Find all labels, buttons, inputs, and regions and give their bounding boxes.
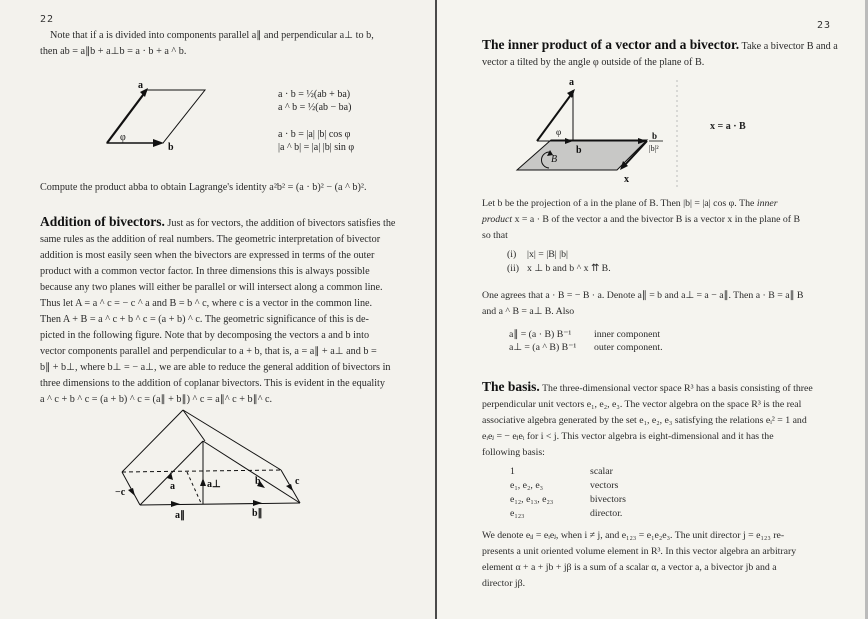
basis-elem: e₁, e₂, e₃ [510, 480, 544, 491]
condition-item [507, 248, 611, 262]
base-edge [140, 503, 300, 505]
para-text: We denote eᵢⱼ = eᵢeⱼ, when i ≠ j, and e₁₂₃ = e₁e₂e₃. The unit director j = e₁₂₃ re- [482, 530, 785, 541]
hidden-edge [122, 470, 281, 472]
arrowhead-a-perp [200, 478, 206, 486]
label-a-par: a∥ [175, 510, 185, 521]
condition-num: (ii) [507, 263, 519, 274]
edge [183, 410, 281, 470]
section-line: picted in the following figure. Note that by decomposing the vectors a and b into [40, 330, 370, 341]
section-line: b∥ + b⊥, where b⊥ = − a⊥, we are able to reduce the general addition of bivectors in [40, 362, 391, 373]
label-minus-c: −c [115, 487, 126, 498]
lagrange-identity: Compute the product abba to obtain Lagrange's identity a²b² = (a · b)² − (a ^ b)². [40, 182, 367, 193]
basis-row [510, 479, 626, 493]
basis-name: bivectors [590, 494, 626, 505]
section-line: addition is most easily seen when the bivectors are expressed in terms of the outer [40, 250, 375, 261]
section-title: The basis. [482, 379, 540, 394]
basis-elem: e₁₂, e₁₃, e₂₃ [510, 494, 554, 505]
condition-text: x ⊥ b and b ^ x ⇈ B. [527, 263, 611, 274]
eq-outer-sin: |a ^ b| = |a| |b| sin φ [278, 142, 355, 153]
edge [183, 410, 205, 441]
projection-paragraph [482, 196, 862, 244]
para-text: associative algebra generated by the set e₁, e₂, e₃ satisfying the relations eᵢ² = 1 and [482, 415, 807, 426]
section-line: Thus let A = a ^ c = − c ^ a and B = b ^ c, where c is a vector in the common line. [40, 298, 373, 309]
para-text: presents a unit oriented volume element in R³. In this vector algebra an arbitrary [482, 546, 797, 557]
intro-line-1: Note that if a is divided into components parallel a∥ and perpendicular a⊥ to b, [50, 30, 374, 41]
vector-a [537, 92, 573, 141]
component-expr: a∥ = (a · B) B⁻¹ [509, 329, 572, 340]
inner-product-figure [437, 0, 868, 200]
intro-line-2: then ab = a∥b + a⊥b = a · b + a ^ b. [40, 46, 187, 57]
component-row [509, 328, 663, 341]
basis-row [510, 465, 626, 479]
intro-text: Take a bivector B and a [741, 41, 838, 52]
para-text: perpendicular unit vectors e₁, e₂, e₃. The vector algebra on the space R³ is the real [482, 399, 802, 410]
label-phi: φ [556, 127, 562, 137]
para-text: eᵢeⱼ = − eⱼeᵢ for i < j. This vector algebra is eight-dimensional and it has the [482, 431, 774, 442]
eq-inner-cos: a · b = |a| |b| cos φ [278, 129, 351, 140]
vector-b [203, 441, 300, 503]
arrowhead-minus-c [128, 488, 135, 496]
basis-name: director. [590, 508, 623, 519]
section-title: Addition of bivectors. [40, 214, 165, 229]
para-expr: x = a · B [514, 214, 549, 225]
italic-term: product [482, 214, 513, 225]
page-number: 23 [817, 20, 832, 31]
para-text: so that [482, 230, 508, 241]
condition-item [507, 262, 611, 276]
label-b-par: b∥ [252, 508, 263, 519]
label-b: b [255, 476, 261, 487]
label-b: b [168, 142, 174, 153]
label-c: c [295, 476, 300, 487]
arrowhead-a-par [171, 501, 180, 507]
section-line: product with a common vector factor. In three dimensions this is always possible [40, 266, 370, 277]
para-text: The three-dimensional vector space R³ has a basis consisting of three [542, 383, 813, 394]
label-x: x [624, 174, 629, 185]
arrowhead-b-par [253, 500, 262, 506]
basis-row [510, 493, 626, 507]
para-text: director jβ. [482, 578, 526, 589]
components-paragraph [482, 288, 862, 320]
label-a: a [170, 481, 175, 492]
section-line: Just as for vectors, the addition of bivectors satisfies the [167, 218, 396, 229]
director-paragraph [482, 528, 867, 592]
arrowhead-c [286, 484, 293, 491]
para-text: One agrees that a · B = − B · a. Denote a∥ = b and a⊥ = a − a∥. Then a · B = a∥ B [482, 290, 804, 301]
vector-a [140, 441, 203, 505]
eq-x-equals-a-dot-B: x = a · B [710, 121, 746, 132]
component-expr: a⊥ = (a ^ B) B⁻¹ [509, 342, 577, 353]
label-a: a [569, 77, 574, 88]
label-B: B [551, 154, 558, 165]
section-title: The inner product of a vector and a bivector. [482, 37, 740, 52]
basis-elem: e₁₂₃ [510, 508, 525, 519]
basis-row [510, 507, 626, 521]
italic-term: inner [756, 198, 778, 209]
basis-table [510, 465, 626, 521]
component-desc: outer component. [594, 342, 663, 353]
label-a-perp: a⊥ [207, 479, 221, 490]
edge [122, 410, 183, 472]
basis-name: scalar [590, 466, 613, 477]
para-text: following basis: [482, 447, 545, 458]
basis-name: vectors [590, 480, 619, 491]
right-page [437, 0, 868, 619]
component-row [509, 341, 663, 354]
label-a: a [138, 80, 143, 91]
label-b-norm-den: |b|² [649, 144, 659, 153]
para-text: Let b be the projection of a in the plane of B. Then |b| = |a| cos φ. The [482, 198, 757, 209]
label-b-norm-num: b [652, 131, 658, 141]
eq-inner-sym: a · b = ½(ab + ba) [278, 89, 351, 100]
section-line: three dimensions to the addition of coplanar bivectors. This is evident in the equality [40, 378, 385, 389]
condition-num: (i) [507, 249, 517, 260]
label-b: b [576, 145, 582, 156]
section-line: vector components parallel and perpendicular to a + b, that is, a = a∥ + a⊥ and b = [40, 346, 377, 357]
section-line: Then A + B = a ^ c + b ^ c = (a + b) ^ c. The geometric significance of this is de- [40, 314, 369, 325]
basis-paragraph [482, 379, 867, 461]
para-text: of the vector a and the bivector B is a vector x in the plane of B [551, 214, 801, 225]
components-table [509, 328, 663, 354]
section-line: because any two planes will either be parallel or will intersect along a common line. [40, 282, 383, 293]
hidden-edge [187, 472, 201, 503]
component-desc: inner component [594, 329, 661, 340]
para-text: and a ^ B = a⊥ B. Also [482, 306, 575, 317]
section-line: same rules as the addition of real numbers. The geometric interpretation of bivector [40, 234, 381, 245]
arrowhead-a [567, 89, 575, 98]
section-line: a ^ c + b ^ c = (a + b) ^ c = (a∥ + b∥) ^ c = a∥^ c + b∥^ c. [40, 394, 273, 405]
intro-text: vector a tilted by the angle φ outside of the plane of B. [482, 57, 705, 68]
page-number: 22 [40, 14, 55, 25]
para-text: element α + a + jb + jβ is a sum of a scalar α, a vector a, a bivector jb and a [482, 562, 777, 573]
conditions-list [507, 248, 611, 276]
condition-text: |x| = |B| |b| [527, 249, 568, 260]
eq-outer-antisym: a ^ b = ½(ab − ba) [278, 102, 352, 113]
basis-elem: 1 [510, 466, 515, 477]
label-phi: φ [120, 132, 126, 143]
